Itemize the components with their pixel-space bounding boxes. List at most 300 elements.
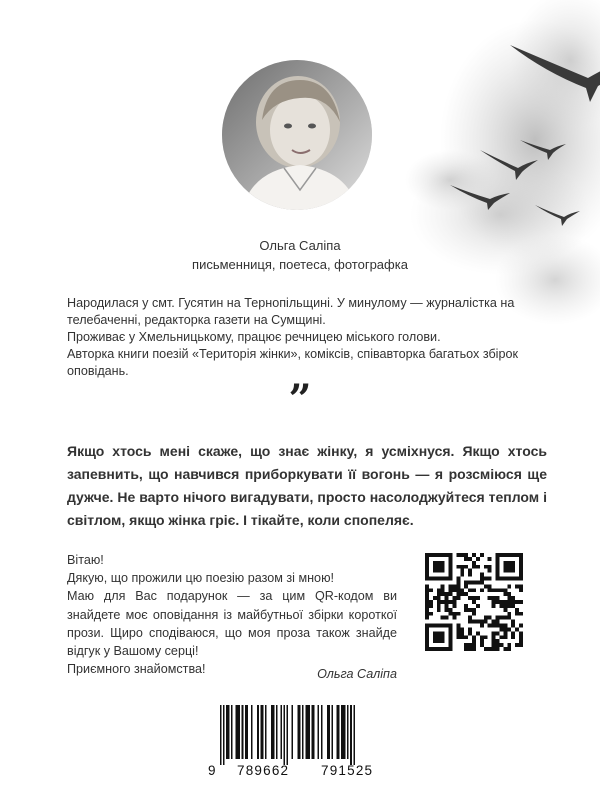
qr-module [425,553,429,557]
qr-module [460,631,464,635]
barcode-bar [318,705,320,759]
qr-module [433,561,437,565]
qr-module [480,624,484,628]
qr-module [492,588,496,592]
barcode-bar [257,705,259,759]
qr-module [507,592,511,596]
qr-module [445,647,449,651]
qr-module [449,553,453,557]
qr-module [464,565,468,569]
qr-module [496,631,500,635]
qr-module [519,565,523,569]
qr-module [437,631,441,635]
qr-module [484,584,488,588]
qr-module [429,604,433,608]
qr-module [452,604,456,608]
qr-module [480,577,484,581]
qr-module [445,596,449,600]
qr-module [496,620,500,624]
qr-module [492,596,496,600]
qr-module [456,577,460,581]
qr-module [445,592,449,596]
barcode-left-group: 789662 [237,763,290,778]
barcode-bar [220,705,222,765]
bio-paragraph: Проживає у Хмельницькому, працює речницею міського голови. [67,330,441,344]
barcode-bar [350,705,352,765]
qr-module [429,612,433,616]
qr-module [441,584,445,588]
qr-module [519,561,523,565]
qr-module [476,620,480,624]
qr-module [519,569,523,573]
qr-module [449,624,453,628]
barcode-bar [271,705,274,759]
qr-module [449,592,453,596]
author-quote: Якщо хтось мені скаже, що знає жінку, я усміхнуся. Якщо хтось запевнить, що навчився приборкувати її вогонь — я розсміюся ще дужче. Не варто нічого вигадувати, просто насолоджуйтеся теплом і світлом, якщо жінка гріє. І тікайте, коли спопеляє. [67,443,547,528]
qr-module [488,596,492,600]
qr-module [452,612,456,616]
qr-module [425,624,429,628]
qr-module [460,573,464,577]
qr-module [441,569,445,573]
qr-module [449,561,453,565]
qr-module [449,627,453,631]
qr-module [449,600,453,604]
qr-module [507,577,511,581]
barcode-bar [311,705,314,759]
qr-module [449,557,453,561]
barcode-bar [302,705,304,759]
qr-module [515,600,519,604]
greeting-line: Маю для Вас подарунок — за цим QR-кодом ви знайдете моє оповідання із майбутньої збірки короткої прози. Щиро сподіваюся, що моя проза також знайде відгук у Вашому серці! [67,589,397,659]
qr-module [496,596,500,600]
qr-module [503,561,507,565]
qr-module [496,624,500,628]
qr-module [507,612,511,616]
qr-module [492,604,496,608]
qr-module [468,608,472,612]
qr-module [452,584,456,588]
qr-module [480,643,484,647]
qr-module [499,643,503,647]
qr-module [429,647,433,651]
barcode-bar [284,705,286,765]
qr-code[interactable] [425,553,523,651]
qr-module [519,612,523,616]
qr-module [515,612,519,616]
qr-module [511,620,515,624]
qr-module [425,608,429,612]
author-name: Ольга Саліпа [259,238,341,253]
barcode-bar [223,705,225,765]
qr-module [441,553,445,557]
qr-module [476,631,480,635]
qr-module [503,635,507,639]
birds-smoke-illustration [340,0,600,330]
qr-module [425,569,429,573]
qr-module [468,643,472,647]
qr-module [456,612,460,616]
qr-module [460,588,464,592]
qr-module [507,627,511,631]
qr-module [468,620,472,624]
qr-module [429,600,433,604]
qr-module [480,620,484,624]
barcode-bar [245,705,248,759]
qr-module [503,577,507,581]
qr-module [472,553,476,557]
qr-module [425,604,429,608]
qr-module [433,647,437,651]
qr-module [507,561,511,565]
qr-module [476,604,480,608]
qr-module [445,616,449,620]
barcode-bar [347,705,349,759]
qr-module [456,635,460,639]
qr-module [437,577,441,581]
qr-module [425,612,429,616]
qr-module [441,635,445,639]
qr-module [449,612,453,616]
qr-module [507,553,511,557]
qr-module [449,608,453,612]
qr-module [499,635,503,639]
qr-module [449,635,453,639]
qr-module [488,565,492,569]
quote-mark: ” [288,376,312,423]
qr-module [507,569,511,573]
qr-module [449,584,453,588]
qr-module [468,631,472,635]
qr-module [429,577,433,581]
qr-module [511,624,515,628]
qr-module [519,577,523,581]
qr-module [503,631,507,635]
qr-module [503,592,507,596]
qr-module [425,592,429,596]
qr-module [464,592,468,596]
qr-module [445,553,449,557]
qr-module [445,624,449,628]
qr-module [433,631,437,635]
qr-module [511,561,515,565]
barcode-bar [280,705,282,759]
barcode-first-digit: 9 [208,763,217,778]
qr-module [507,565,511,569]
qr-module [480,553,484,557]
qr-module [425,584,429,588]
qr-module [437,569,441,573]
qr-module [503,608,507,612]
qr-module [484,577,488,581]
qr-module [425,561,429,565]
qr-module [441,577,445,581]
qr-module [449,643,453,647]
qr-module [437,553,441,557]
qr-module [519,635,523,639]
qr-module [468,580,472,584]
qr-module [460,565,464,569]
qr-module [511,596,515,600]
author-bio [67,295,547,380]
qr-module [507,600,511,604]
qr-module [499,553,503,557]
qr-module [449,565,453,569]
qr-module [437,604,441,608]
qr-module [452,596,456,600]
qr-module [492,635,496,639]
qr-module [515,553,519,557]
qr-module [519,557,523,561]
barcode-bar [353,705,355,765]
qr-module [464,647,468,651]
qr-module [507,596,511,600]
qr-module [492,639,496,643]
qr-module [511,577,515,581]
barcode-bar [287,705,289,765]
qr-module [496,565,500,569]
qr-module [503,565,507,569]
qr-module [452,600,456,604]
qr-module [464,635,468,639]
qr-module [503,627,507,631]
qr-module [456,565,460,569]
qr-module [496,569,500,573]
isbn-barcode [206,697,408,785]
qr-module [515,627,519,631]
qr-module [449,577,453,581]
qr-module [480,588,484,592]
qr-module [492,620,496,624]
qr-module [511,604,515,608]
barcode-bar [226,705,229,759]
qr-module [445,577,449,581]
qr-module [507,616,511,620]
qr-module [468,573,472,577]
qr-module [496,639,500,643]
barcode-bar [291,705,293,759]
qr-module [503,600,507,604]
qr-module [449,647,453,651]
qr-module [449,631,453,635]
qr-module [503,624,507,628]
qr-module [437,647,441,651]
barcode-bar [265,705,267,759]
qr-module [472,600,476,604]
qr-module [496,643,500,647]
qr-module [511,553,515,557]
qr-module [468,596,472,600]
qr-module [429,553,433,557]
qr-module [433,639,437,643]
qr-module [456,627,460,631]
qr-module [507,647,511,651]
qr-module [480,573,484,577]
qr-module [468,588,472,592]
qr-module [519,584,523,588]
barcode-bar [231,705,233,759]
qr-module [519,553,523,557]
qr-module [476,596,480,600]
qr-module [437,608,441,612]
qr-module [456,588,460,592]
qr-module [496,647,500,651]
qr-module [472,561,476,565]
qr-module [433,569,437,573]
qr-module [472,565,476,569]
qr-module [441,561,445,565]
author-portrait [222,60,372,210]
barcode-bar [336,705,339,759]
qr-module [507,643,511,647]
qr-module [511,600,515,604]
qr-module [441,647,445,651]
qr-module [499,624,503,628]
qr-module [496,557,500,561]
qr-module [499,604,503,608]
qr-module [441,565,445,569]
qr-module [515,584,519,588]
qr-module [499,600,503,604]
qr-module [488,584,492,588]
qr-module [499,588,503,592]
barcode-digits [206,763,408,783]
qr-module [468,647,472,651]
qr-module [480,639,484,643]
qr-module [464,580,468,584]
greeting-message [67,551,397,678]
qr-module [492,624,496,628]
qr-module [456,580,460,584]
qr-module [441,600,445,604]
qr-module [468,627,472,631]
qr-module [503,569,507,573]
qr-module [456,584,460,588]
qr-module [484,565,488,569]
qr-module [496,577,500,581]
qr-module [503,588,507,592]
bio-paragraph: Народилася у смт. Гусятин на Тернопільщині. У минулому — журналістка на телебаченні, редакторка газети на Сумщині. [67,296,515,327]
qr-module [437,624,441,628]
qr-module [511,569,515,573]
qr-module [437,588,441,592]
qr-module [488,588,492,592]
qr-module [519,573,523,577]
barcode-bar [305,705,310,759]
qr-module [472,596,476,600]
qr-module [503,616,507,620]
qr-module [460,553,464,557]
qr-module [425,557,429,561]
qr-module [503,553,507,557]
qr-module [441,592,445,596]
qr-module [425,643,429,647]
barcode-bar [242,705,244,759]
qr-module [496,616,500,620]
qr-module [511,631,515,635]
qr-module [464,557,468,561]
qr-module [441,588,445,592]
qr-module [472,643,476,647]
qr-module [425,616,429,620]
qr-module [456,592,460,596]
qr-module [492,647,496,651]
qr-module [499,616,503,620]
qr-module [515,608,519,612]
qr-module [425,577,429,581]
qr-module [472,608,476,612]
qr-module [445,608,449,612]
greeting-line: Дякую, що прожили цю поезію разом зі мною! [67,571,335,586]
qr-module [484,616,488,620]
qr-module [511,565,515,569]
qr-module [503,604,507,608]
qr-module [433,553,437,557]
qr-module [456,631,460,635]
qr-module [429,588,433,592]
qr-module [472,588,476,592]
qr-module [488,624,492,628]
barcode-bar [236,705,241,759]
qr-module [441,631,445,635]
qr-module [499,577,503,581]
qr-module [433,635,437,639]
qr-module [464,584,468,588]
qr-module [425,627,429,631]
qr-module [449,569,453,573]
qr-module [519,600,523,604]
qr-module [445,600,449,604]
qr-module [476,557,480,561]
qr-module [464,608,468,612]
qr-module [441,624,445,628]
qr-module [484,635,488,639]
qr-module [468,557,472,561]
qr-module [425,639,429,643]
qr-module [433,565,437,569]
qr-module [468,569,472,573]
qr-module [441,616,445,620]
qr-module [492,643,496,647]
qr-module [507,604,511,608]
qr-module [496,600,500,604]
qr-module [460,592,464,596]
qr-module [519,588,523,592]
qr-module [445,604,449,608]
greeting-line: Вітаю! [67,553,104,567]
barcode-bar [321,705,323,759]
qr-module [480,635,484,639]
qr-module [476,580,480,584]
greeting-line: Приємного знайомства! [67,662,206,677]
qr-module [433,577,437,581]
qr-module [488,647,492,651]
qr-module [437,639,441,643]
qr-module [468,616,472,620]
qr-module [484,620,488,624]
qr-module [480,580,484,584]
barcode-bar [260,705,263,759]
barcode-bars [220,705,406,765]
barcode-bar [341,705,346,759]
qr-module [499,627,503,631]
qr-module [511,635,515,639]
qr-module [437,635,441,639]
qr-module [425,596,429,600]
qr-module [425,588,429,592]
qr-module [484,647,488,651]
qr-module [433,596,437,600]
